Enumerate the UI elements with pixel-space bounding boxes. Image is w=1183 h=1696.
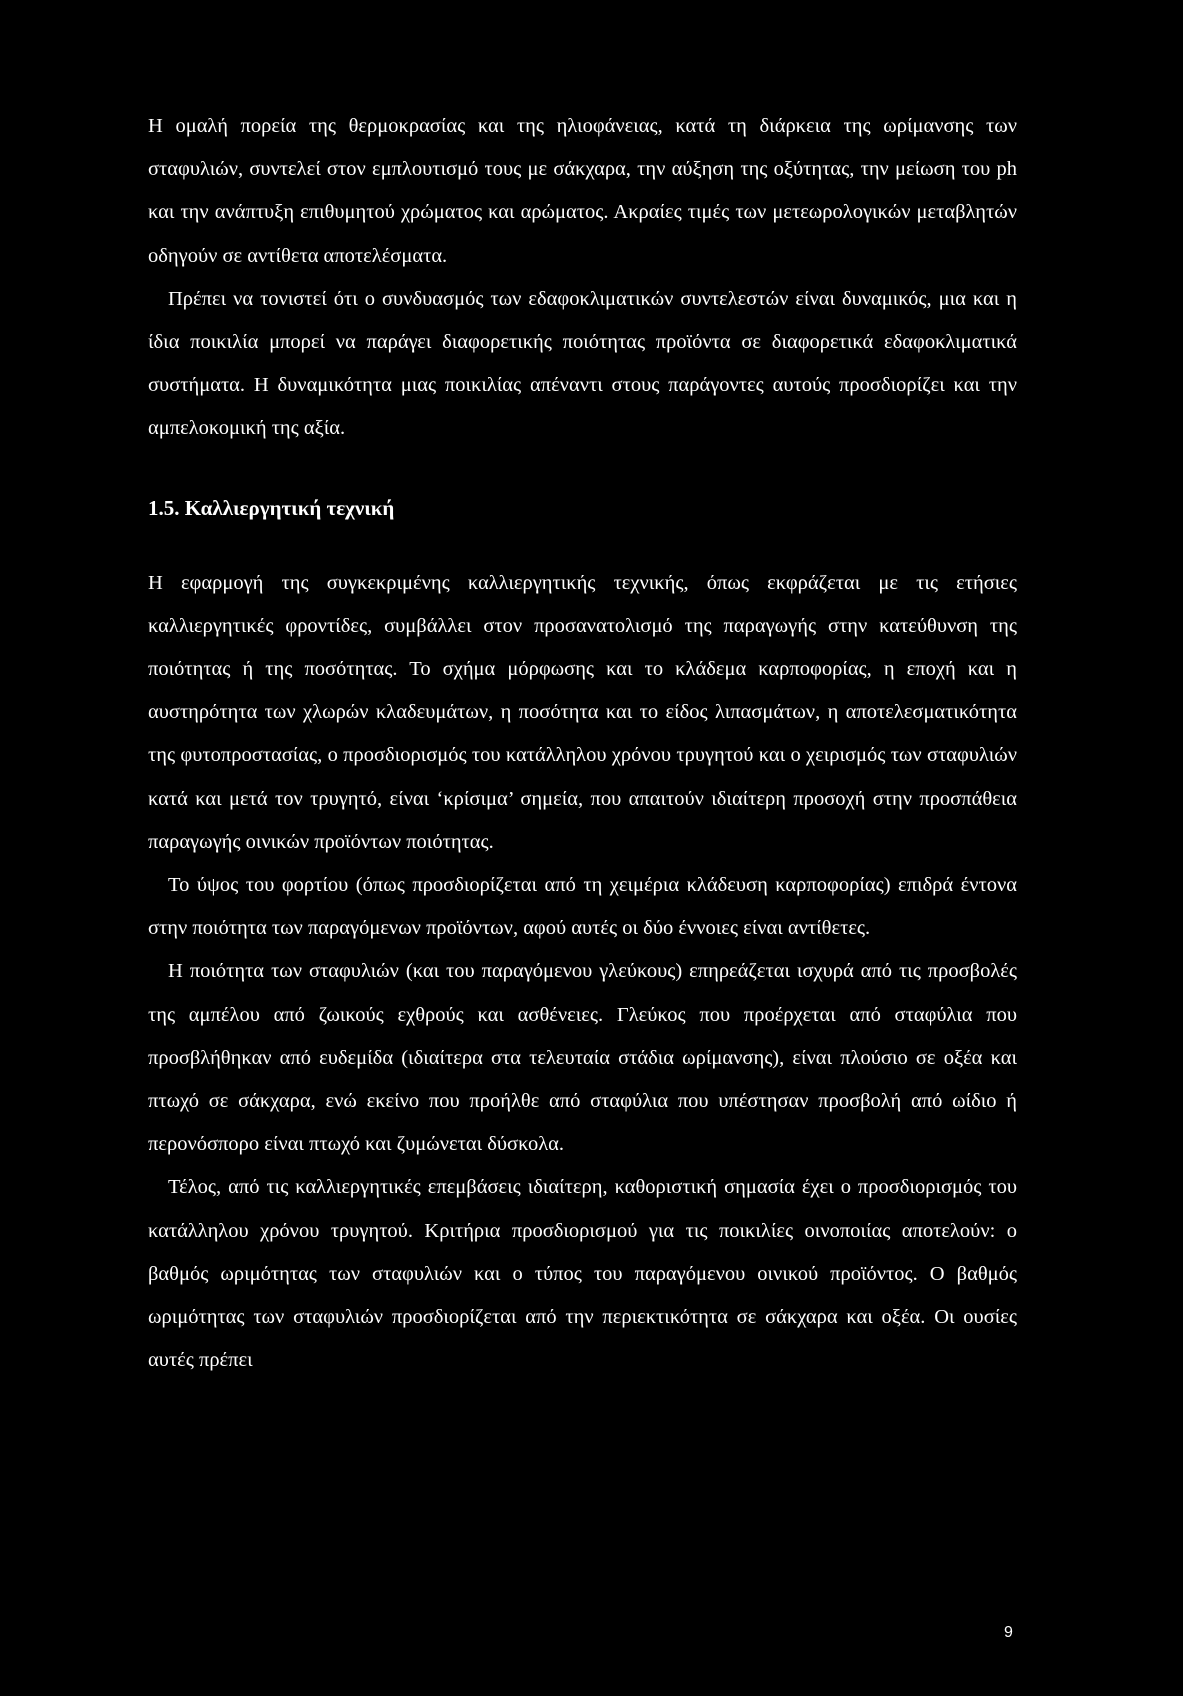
- page-content: [148, 105, 1017, 1382]
- page-number: 9: [1004, 1624, 1013, 1641]
- paragraph: Η ομαλή πορεία της θερμοκρασίας και της ηλιοφάνειας, κατά τη διάρκεια της ωρίμανσης των σταφυλιών, συντελεί στον εμπλουτισμό τους με σάκχαρα, την αύξηση της οξύτητας, την μείωση του ph και την ανάπτυξη επιθυμητού χρώματος και αρώματος. Ακραίες τιμές των μετεωρολογικών μεταβλητών οδηγούν σε αντίθετα αποτελέσματα.: [148, 115, 1017, 267]
- paragraph: Το ύψος του φορτίου (όπως προσδιορίζεται από τη χειμέρια κλάδευση καρποφορίας) επιδρά έντονα στην ποιότητα των παραγόμενων προϊόντων, αφού αυτές οι δύο έννοιες είναι αντίθετες.: [148, 874, 1017, 940]
- paragraph: Τέλος, από τις καλλιεργητικές επεμβάσεις ιδιαίτερη, καθοριστική σημασία έχει ο προσδιορισμός του κατάλληλου χρόνου τρυγητού. Κριτήρια προσδιορισμού για τις ποικιλίες οινοποιίας αποτελούν: ο βαθμός ωριμότητας των σταφυλιών και ο τύπος του παραγόμενου οινικού προϊόντος. Ο βαθμός ωριμότητας των σταφυλιών προσδιορίζεται από την περιεκτικότητα σε σάκχαρα και οξέα. Οι ουσίες αυτές πρέπει: [148, 1176, 1017, 1372]
- paragraph: Η εφαρμογή της συγκεκριμένης καλλιεργητικής τεχνικής, όπως εκφράζεται με τις ετήσιες καλλιεργητικές φροντίδες, συμβάλλει στον προσανατολισμό της παραγωγής στην κατεύθυνση της ποιότητας ή της ποσότητας. Το σχήμα μόρφωσης και το κλάδεμα καρποφορίας, η εποχή και η αυστηρότητα των χλωρών κλαδευμάτων, η ποσότητα και το είδος λιπασμάτων, η αποτελεσματικότητα της φυτοπροστασίας, ο προσδιορισμός του κατάλληλου χρόνου τρυγητού και ο χειρισμός των σταφυλιών κατά και μετά τον τρυγητό, είναι ‘κρίσιμα’ σημεία, που απαιτούν ιδιαίτερη προσοχή στην προσπάθεια παραγωγής οινικών προϊόντων ποιότητας.: [148, 571, 1017, 853]
- section-heading: 1.5. Καλλιεργητική τεχνική: [148, 495, 395, 520]
- spacer: [148, 530, 1017, 562]
- spacer: [148, 451, 1017, 487]
- paragraph: Η ποιότητα των σταφυλιών (και του παραγόμενου γλεύκους) επηρεάζεται ισχυρά από τις προσβολές της αμπέλου από ζωικούς εχθρούς και ασθένειες. Γλεύκος που προέρχεται από σταφύλια που προσβλήθηκαν από ευδεμίδα (ιδιαίτερα στα τελευταία στάδια ωρίμανσης), είναι πλούσιο σε οξέα και πτωχό σε σάκχαρα, ενώ εκείνο που προήλθε από σταφύλια που υπέστησαν προσβολή από ωίδιο ή περονόσπορο είναι πτωχό και ζυμώνεται δύσκολα.: [148, 960, 1017, 1156]
- paragraph: Πρέπει να τονιστεί ότι ο συνδυασμός των εδαφοκλιματικών συντελεστών είναι δυναμικός, μια και η ίδια ποικιλία μπορεί να παράγει διαφορετικής ποιότητας προϊόντα σε διαφορετικά εδαφοκλιματικά συστήματα. Η δυναμικότητα μιας ποικιλίας απέναντι στους παράγοντες αυτούς προσδιορίζει και την αμπελοκομική της αξία.: [148, 287, 1017, 440]
